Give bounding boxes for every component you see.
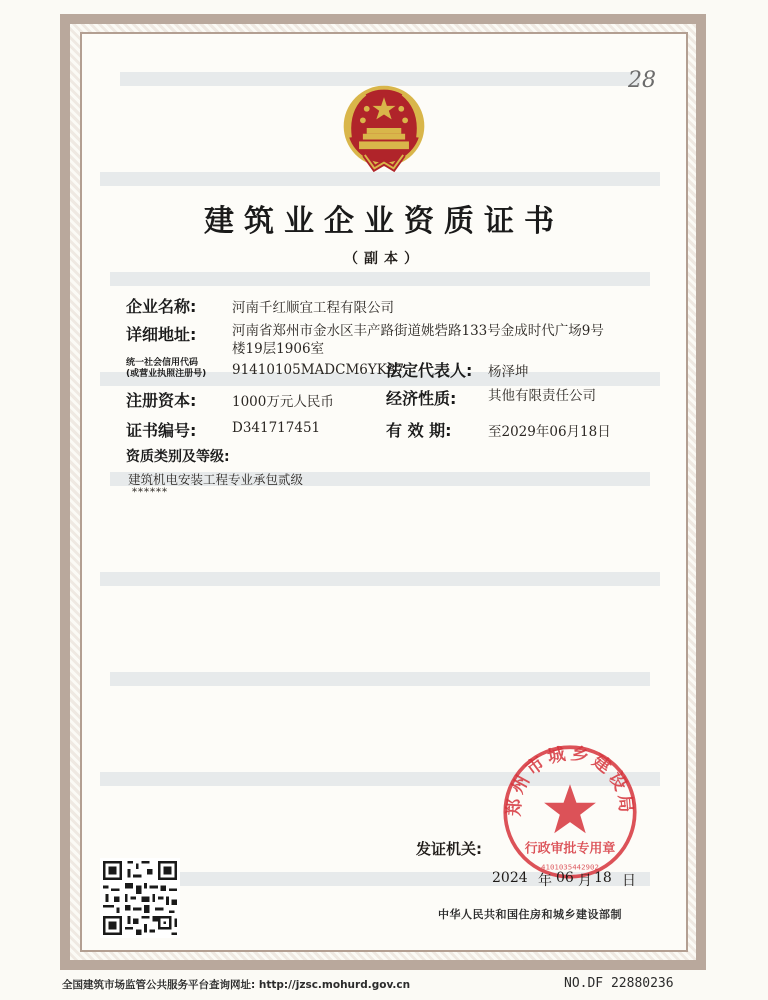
issue-day: 18 <box>594 870 612 886</box>
qualification-end-marks: ****** <box>132 487 168 498</box>
certificate-title: 建筑业企业资质证书 <box>204 204 564 239</box>
credit-code-label <box>126 358 206 380</box>
company-name-label: 企业名称: <box>126 297 197 316</box>
economic-nature-value: 其他有限责任公司 <box>488 388 596 404</box>
company-name-value: 河南千红顺宜工程有限公司 <box>232 300 394 316</box>
handwritten-page-number: 28 <box>628 68 656 93</box>
qualification-label: 资质类别及等级: <box>126 449 230 465</box>
issue-year-unit: 年 <box>538 873 552 889</box>
stamp-inner-text: 行政审批专用章 <box>524 841 616 857</box>
issue-month: 06 <box>556 870 574 886</box>
stamp-number: 4101035442902 <box>541 862 599 872</box>
valid-until-label: 有 效 期: <box>386 421 452 440</box>
national-emblem-icon <box>336 80 432 176</box>
qualification-item: 建筑机电安装工程专业承包贰级 <box>128 472 304 487</box>
credit-code-label-line2: (或营业执照注册号) <box>126 369 207 379</box>
issuing-ministry: 中华人民共和国住房和城乡建设部制 <box>438 908 622 921</box>
economic-nature-label: 经济性质: <box>386 389 457 408</box>
issue-year: 2024 <box>492 870 528 886</box>
credit-code-value: 91410105MADCM6YK87 <box>232 362 405 378</box>
registered-capital-label: 注册资本: <box>126 391 197 410</box>
credit-code-label-line1: 统一社会信用代码 <box>126 358 199 368</box>
certificate-subtitle: （副本） <box>344 251 424 267</box>
legal-rep-value: 杨泽坤 <box>488 364 529 380</box>
address-label: 详细地址: <box>126 325 197 344</box>
registered-capital-value: 1000万元人民币 <box>232 394 334 410</box>
cert-number-label: 证书编号: <box>126 421 197 440</box>
legal-rep-label: 法定代表人: <box>386 361 473 380</box>
issuer-label: 发证机关: <box>416 840 482 858</box>
stamp-outer-text: 郑州市城乡建设局 <box>504 743 636 817</box>
serial-number: NO.DF 22880236 <box>564 976 674 991</box>
issue-day-unit: 日 <box>622 873 636 889</box>
official-seal-stamp <box>496 738 644 886</box>
valid-until-value: 至2029年06月18日 <box>488 424 611 440</box>
qr-code-icon[interactable] <box>100 858 180 938</box>
address-value: 河南省郑州市金水区丰产路街道姚砦路133号金成时代广场9号楼19层1906室 <box>232 323 604 357</box>
query-url: 全国建筑市场监管公共服务平台查询网址: http://jzsc.mohurd.gov.cn <box>62 979 411 991</box>
issue-month-unit: 月 <box>578 873 592 889</box>
cert-number-value: D341717451 <box>232 420 321 436</box>
